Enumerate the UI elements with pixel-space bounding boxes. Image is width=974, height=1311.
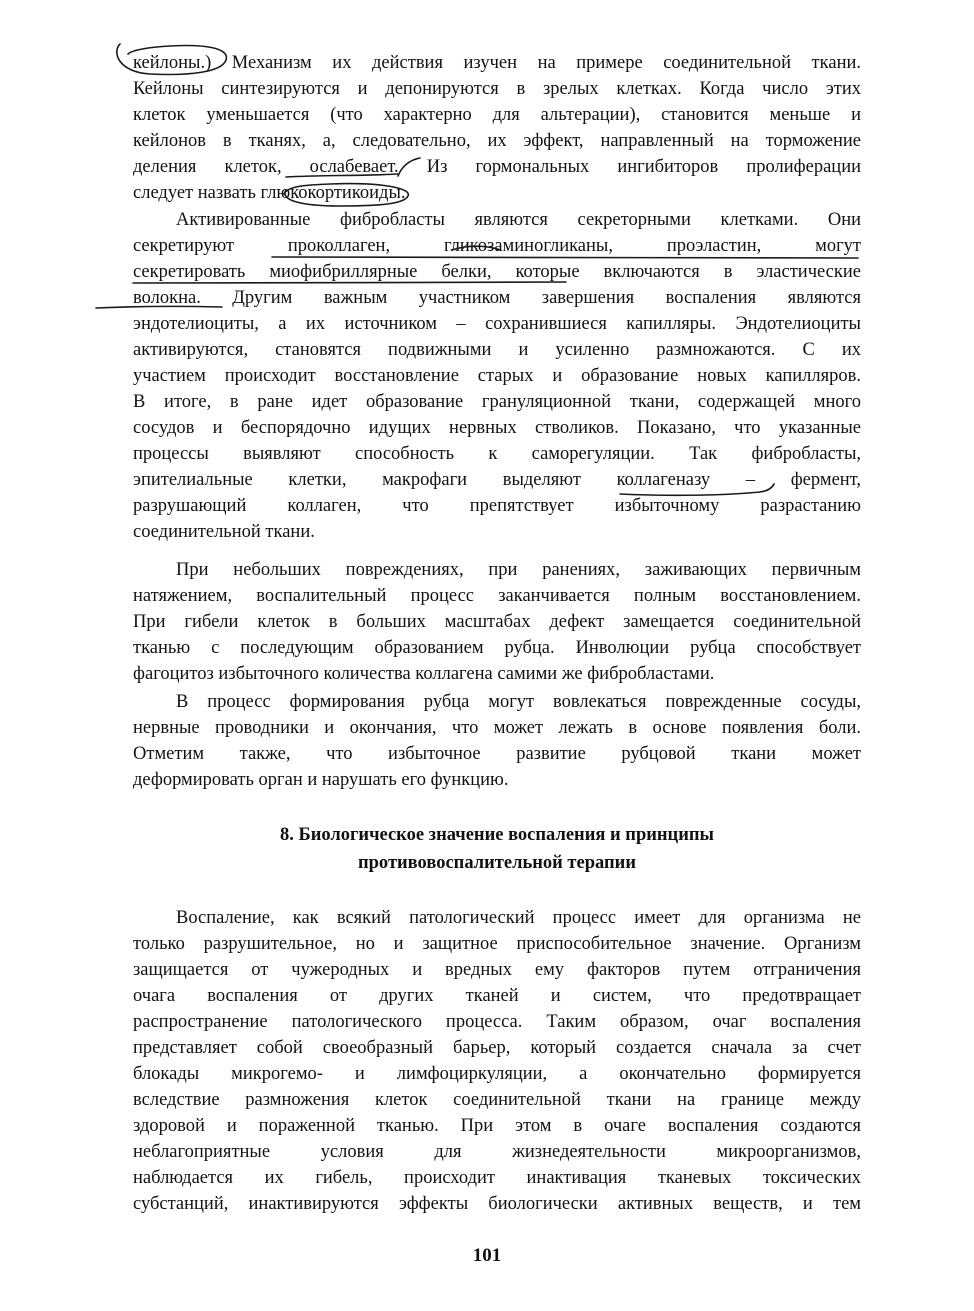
text-line: тканью с последующим образованием рубца. Инволюции рубца способствует [133,638,861,658]
text-line: В процесс формирования рубца могут вовлекаться поврежденные сосуды, [176,692,861,712]
text-line: распространение патологического процесса. Таким образом, очаг воспаления [133,1012,861,1032]
text-line: Отметим также, что избыточное развитие рубцовой ткани может [133,744,861,764]
text-line: При небольших повреждениях, при ранениях, заживающих первичным [176,560,861,580]
text-line: клеток уменьшается (что характерно для альтерации), становится меньше и [133,105,861,125]
text-line: натяжением, воспалительный процесс заканчивается полным восстановлением. [133,586,861,606]
text-line: секретировать миофибриллярные белки, которые включаются в эластические [133,262,861,282]
text-line: сосудов и беспорядочно идущих нервных стволиков. Показано, что указанные [133,418,861,438]
text-line: Кейлоны синтезируются и депонируются в зрелых клетках. Когда число этих [133,79,861,99]
section-heading-line-2: противовоспалительной терапии [357,853,636,873]
text-line: защищается от чужеродных и вредных ему факторов путем отграничения [133,960,861,980]
text-line: кейлонов в тканях, а, следовательно, их эффект, направленный на торможение [133,131,861,151]
text-line: участием происходит восстановление старых и образование новых капилляров. [133,366,861,386]
text-line: деформировать орган и нарушать его функцию. [133,770,509,790]
text-line: разрушающий коллаген, что препятствует избыточному разрастанию [133,496,861,516]
text-line: процессы выявляют способность к саморегуляции. Так фибробласты, [133,444,861,464]
text-line: представляет собой своеобразный барьер, который создается сначала за счет [133,1038,861,1058]
text-line: здоровой и пораженной тканью. При этом в очаге воспаления создаются [133,1116,861,1136]
text-line: активируются, становятся подвижными и усиленно размножаются. С их [133,340,861,360]
text-line: субстанций, инактивируются эффекты биологически активных веществ, и тем [133,1194,861,1214]
text-line: следует назвать глюкокортикоиды. [133,183,406,203]
text-line: соединительной ткани. [133,522,315,542]
text-line: неблагоприятные условия для жизнедеятельности микроорганизмов, [133,1142,861,1162]
page-number: 101 [472,1245,502,1266]
text-line: В итоге, в ране идет образование грануляционной ткани, содержащей много [133,392,861,412]
text-line: деления клеток, ослабевает. Из гормональных ингибиторов пролиферации [133,157,861,177]
text-line: волокна. Другим важным участником завершения воспаления являются [133,288,861,308]
section-heading-line-1: 8. Биологическое значение воспаления и принципы [280,825,714,845]
text-line: вследствие размножения клеток соединительной ткани на границе между [133,1090,861,1110]
text-line: эпителиальные клетки, макрофаги выделяют коллагеназу – фермент, [133,470,861,490]
text-line: только разрушительное, но и защитное приспособительное значение. Организм [133,934,861,954]
text-line: очага воспаления от других тканей и систем, что предотвращает [133,986,861,1006]
text-line: блокады микрогемо- и лимфоциркуляции, а окончательно формируется [133,1064,861,1084]
text-line: наблюдается их гибель, происходит инактивация тканевых токсических [133,1168,861,1188]
text-line: нервные проводники и окончания, что может лежать в основе появления боли. [133,718,861,738]
text-line: Воспаление, как всякий патологический процесс имеет для организма не [176,908,861,928]
text-line: фагоцитоз избыточного количества коллагена самими же фибробластами. [133,664,715,684]
text-line: кейлоны.) Механизм их действия изучен на примере соединительной ткани. [133,53,861,73]
text-line: Активированные фибробласты являются секреторными клетками. Они [176,210,861,230]
text-line: секретируют проколлаген, гликозаминогликаны, проэластин, могут [133,236,861,256]
text-line: При гибели клеток в больших масштабах дефект замещается соединительной [133,612,861,632]
text-line: эндотелиоциты, а их источником – сохранившиеся капилляры. Эндотелиоциты [133,314,861,334]
